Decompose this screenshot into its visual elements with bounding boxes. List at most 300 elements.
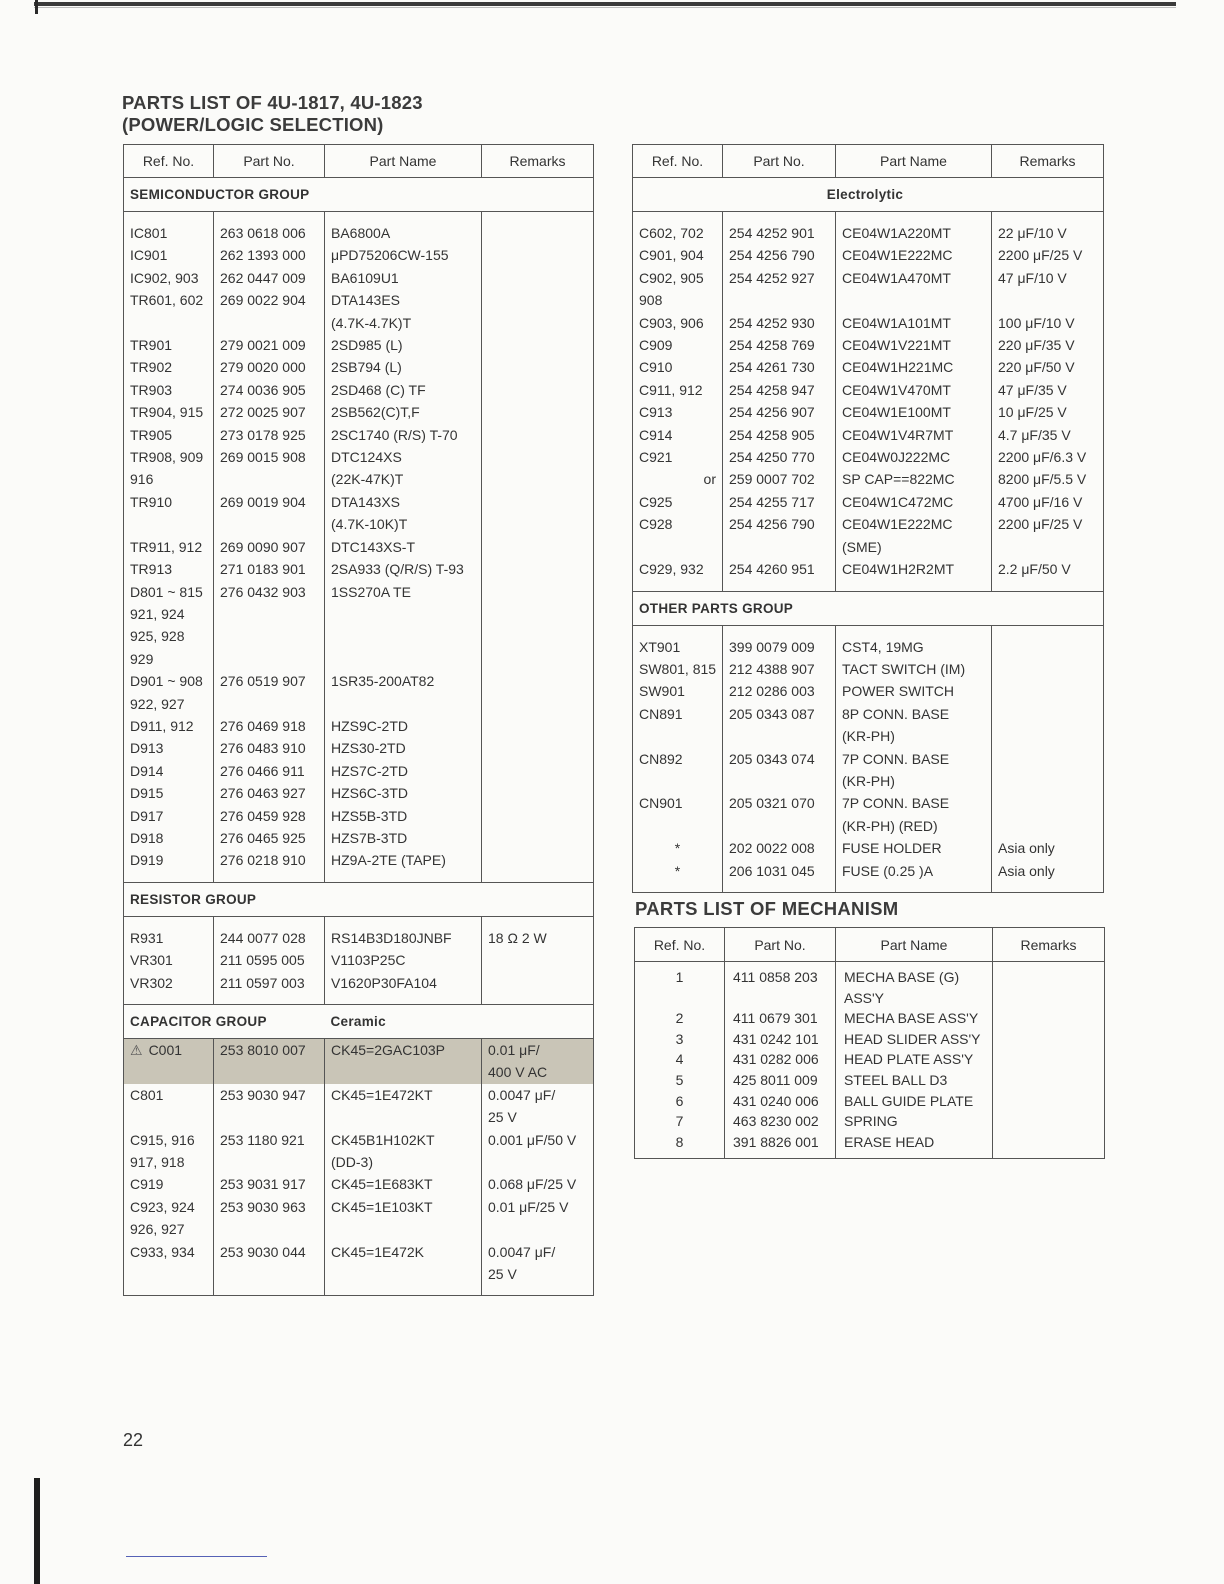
table-row: [124, 491, 594, 513]
table-row: [635, 967, 1105, 988]
part-name-cell: CE04W1V4R7MT: [836, 424, 992, 446]
ref-no-cell: C903, 906: [633, 312, 723, 334]
ref-no-cell: 2: [635, 1008, 725, 1029]
remarks-cell: [993, 1132, 1105, 1153]
table-row: [635, 988, 1105, 1009]
remarks-cell: [992, 658, 1104, 680]
remarks-cell: [482, 949, 594, 971]
ref-no-cell: CN891: [633, 703, 723, 725]
part-name-cell: CST4, 19MG: [836, 636, 992, 658]
part-name-cell: DTC143XS-T: [325, 536, 482, 558]
part-no-cell: 276 0432 903: [214, 581, 325, 603]
part-no-cell: 254 4255 717: [723, 491, 836, 513]
table-row: [124, 805, 594, 827]
part-name-cell: SP CAP==822MC: [836, 468, 992, 490]
table-row: [124, 1084, 594, 1106]
ref-no-cell: [124, 1039, 214, 1062]
table-row: [633, 267, 1104, 289]
remarks-cell: [992, 815, 1104, 837]
remarks-cell: [482, 401, 594, 423]
part-name-cell: HZS6C-3TD: [325, 782, 482, 804]
remarks-cell: [993, 1070, 1105, 1091]
part-no-cell: 269 0015 908: [214, 446, 325, 468]
part-no-cell: 254 4258 769: [723, 334, 836, 356]
group-header-electrolytic: [633, 178, 1104, 212]
table-row: [635, 1111, 1105, 1132]
part-no-cell: 254 4252 930: [723, 312, 836, 334]
remarks-cell: 47 μF/10 V: [992, 267, 1104, 289]
part-name-cell: [325, 1263, 482, 1285]
remarks-cell: [482, 849, 594, 871]
part-no-cell: 276 0469 918: [214, 715, 325, 737]
part-name-cell: DTA143ES: [325, 289, 482, 311]
ref-no-cell: C919: [124, 1173, 214, 1195]
remarks-cell: [482, 468, 594, 490]
table-row: [124, 949, 594, 971]
remarks-cell: [482, 693, 594, 715]
ref-no-cell: TR908, 909: [124, 446, 214, 468]
ref-no-cell: SW901: [633, 680, 723, 702]
ref-no-cell: C915, 916: [124, 1129, 214, 1151]
group-title: SEMICONDUCTOR GROUP: [124, 178, 594, 212]
remarks-cell: [482, 1151, 594, 1173]
col-part-no: Part No.: [723, 145, 836, 178]
spacer-row: [124, 872, 594, 883]
table-row: [124, 334, 594, 356]
page-title-line1: PARTS LIST OF 4U-1817, 4U-1823: [122, 92, 423, 113]
table-row: [124, 536, 594, 558]
remarks-cell: [992, 770, 1104, 792]
part-no-cell: 253 9030 947: [214, 1084, 325, 1106]
ref-no-cell: [633, 770, 723, 792]
remarks-cell: [993, 1111, 1105, 1132]
part-name-cell: HZ9A-2TE (TAPE): [325, 849, 482, 871]
table-row: [633, 636, 1104, 658]
table-row: [124, 581, 594, 603]
part-no-cell: 431 0282 006: [725, 1049, 836, 1070]
remarks-cell: [993, 1091, 1105, 1112]
part-no-cell: 253 9031 917: [214, 1173, 325, 1195]
table-row: [124, 1039, 594, 1062]
part-name-cell: CK45=1E472KT: [325, 1084, 482, 1106]
table-row: [124, 1196, 594, 1218]
table-row: [635, 1029, 1105, 1050]
remarks-cell: [482, 446, 594, 468]
ref-no-cell: 917, 918: [124, 1151, 214, 1173]
remarks-cell: [993, 1008, 1105, 1029]
part-no-cell: 272 0025 907: [214, 401, 325, 423]
part-no-cell: 431 0242 101: [725, 1029, 836, 1050]
table-row: [124, 737, 594, 759]
part-no-cell: 269 0022 904: [214, 289, 325, 311]
part-no-cell: 262 0447 009: [214, 267, 325, 289]
ref-no-cell: D914: [124, 760, 214, 782]
safety-warning-icon: ⚠: [130, 1042, 143, 1058]
part-name-cell: ASS'Y: [836, 988, 993, 1009]
part-no-cell: [214, 693, 325, 715]
ref-no-cell: 1: [635, 967, 725, 988]
part-no-cell: 274 0036 905: [214, 379, 325, 401]
part-no-cell: 425 8011 009: [725, 1070, 836, 1091]
table-header-row: [633, 145, 1104, 178]
table-row: [633, 860, 1104, 882]
ref-no-cell: IC801: [124, 222, 214, 244]
part-name-cell: CK45B1H102KT: [325, 1129, 482, 1151]
part-name-cell: (4.7K-10K)T: [325, 513, 482, 535]
table-row: [124, 1263, 594, 1285]
table-row: [633, 289, 1104, 311]
part-name-cell: CE04W1E222MC: [836, 244, 992, 266]
part-name-cell: CE04W1H221MC: [836, 356, 992, 378]
remarks-cell: 10 μF/25 V: [992, 401, 1104, 423]
ref-no-cell: TR913: [124, 558, 214, 580]
part-name-cell: 2SA933 (Q/R/S) T-93: [325, 558, 482, 580]
part-name-cell: HZS9C-2TD: [325, 715, 482, 737]
remarks-cell: [992, 536, 1104, 558]
table-row: [633, 424, 1104, 446]
part-no-cell: 254 4260 951: [723, 558, 836, 580]
table-row: [633, 680, 1104, 702]
bottom-underline: [126, 1556, 267, 1557]
table-row: [124, 401, 594, 423]
ref-no-cell: TR902: [124, 356, 214, 378]
part-name-cell: [325, 603, 482, 625]
ref-no-cell: 3: [635, 1029, 725, 1050]
group-title: Electrolytic: [633, 178, 1104, 212]
ref-no-cell: 908: [633, 289, 723, 311]
table-row: [124, 1173, 594, 1195]
ref-no-cell: IC901: [124, 244, 214, 266]
group-header-capacitor: [124, 1005, 594, 1039]
remarks-cell: 22 μF/10 V: [992, 222, 1104, 244]
part-no-cell: 205 0343 087: [723, 703, 836, 725]
table-row: [633, 491, 1104, 513]
part-no-cell: 276 0483 910: [214, 737, 325, 759]
part-name-cell: CK45=1E472K: [325, 1241, 482, 1263]
table-row: [124, 222, 594, 244]
part-name-cell: V1620P30FA104: [325, 972, 482, 994]
table-row: [633, 334, 1104, 356]
ref-no-cell: C902, 905: [633, 267, 723, 289]
ref-no-cell: 929: [124, 648, 214, 670]
part-name-cell: MECHA BASE ASS'Y: [836, 1008, 993, 1029]
table-header-row: [124, 145, 594, 178]
remarks-cell: [482, 760, 594, 782]
remarks-cell: [992, 748, 1104, 770]
table-row: [124, 1241, 594, 1263]
ref-no-cell: 922, 927: [124, 693, 214, 715]
ref-no-cell: D917: [124, 805, 214, 827]
ref-no-cell: C911, 912: [633, 379, 723, 401]
right-parts-table: [632, 144, 1104, 893]
part-no-cell: 279 0021 009: [214, 334, 325, 356]
ref-no-cell: SW801, 815: [633, 658, 723, 680]
part-no-cell: [214, 1061, 325, 1083]
part-no-cell: 211 0595 005: [214, 949, 325, 971]
table-row: [124, 782, 594, 804]
part-name-cell: 7P CONN. BASE: [836, 748, 992, 770]
table-row: [633, 446, 1104, 468]
part-name-cell: (DD-3): [325, 1151, 482, 1173]
ref-no-cell: [124, 312, 214, 334]
part-no-cell: 269 0019 904: [214, 491, 325, 513]
part-name-cell: HEAD PLATE ASS'Y: [836, 1049, 993, 1070]
remarks-cell: 4.7 μF/35 V: [992, 424, 1104, 446]
ref-no-cell: *: [633, 837, 723, 859]
part-no-cell: 212 4388 907: [723, 658, 836, 680]
table-row: [633, 312, 1104, 334]
remarks-cell: 0.068 μF/25 V: [482, 1173, 594, 1195]
table-row: [633, 837, 1104, 859]
remarks-cell: 2.2 μF/50 V: [992, 558, 1104, 580]
ref-no-cell: 4: [635, 1049, 725, 1070]
part-name-cell: [325, 1106, 482, 1128]
remarks-cell: [482, 289, 594, 311]
part-name-cell: [325, 693, 482, 715]
part-no-cell: 254 4252 927: [723, 267, 836, 289]
spacer-row: [633, 581, 1104, 592]
table-row: [124, 603, 594, 625]
part-name-cell: POWER SWITCH: [836, 680, 992, 702]
part-name-cell: CE04W1A101MT: [836, 312, 992, 334]
part-no-cell: 276 0519 907: [214, 670, 325, 692]
ref-no-cell: D801 ~ 815: [124, 581, 214, 603]
part-no-cell: 271 0183 901: [214, 558, 325, 580]
part-name-cell: DTC124XS: [325, 446, 482, 468]
part-name-cell: MECHA BASE (G): [836, 967, 993, 988]
part-no-cell: 273 0178 925: [214, 424, 325, 446]
col-ref-no: Ref. No.: [633, 145, 723, 178]
part-name-cell: CE04W1E100MT: [836, 401, 992, 423]
part-no-cell: 254 4261 730: [723, 356, 836, 378]
ref-no-cell: or: [633, 468, 723, 490]
ref-no-cell: TR901: [124, 334, 214, 356]
part-no-cell: 276 0218 910: [214, 849, 325, 871]
table-row: [124, 1151, 594, 1173]
top-rule-faint: [34, 7, 1176, 8]
col-remarks: Remarks: [482, 145, 594, 178]
table-row: [633, 725, 1104, 747]
group-title: RESISTOR GROUP: [124, 882, 594, 916]
col-part-name: Part Name: [325, 145, 482, 178]
part-no-cell: 431 0240 006: [725, 1091, 836, 1112]
remarks-cell: [992, 725, 1104, 747]
part-no-cell: 391 8826 001: [725, 1132, 836, 1153]
ref-no-cell: [635, 988, 725, 1009]
remarks-cell: [482, 782, 594, 804]
part-name-cell: (KR-PH) (RED): [836, 815, 992, 837]
part-no-cell: 411 0679 301: [725, 1008, 836, 1029]
remarks-cell: 2200 μF/6.3 V: [992, 446, 1104, 468]
remarks-cell: 8200 μF/5.5 V: [992, 468, 1104, 490]
part-name-cell: CE04W1A470MT: [836, 267, 992, 289]
remarks-cell: [482, 805, 594, 827]
part-name-cell: CE04W1H2R2MT: [836, 558, 992, 580]
part-no-cell: 205 0343 074: [723, 748, 836, 770]
col-part-name: Part Name: [836, 928, 993, 962]
table-row: [633, 468, 1104, 490]
part-name-cell: CE04W1A220MT: [836, 222, 992, 244]
table-row: [124, 379, 594, 401]
ref-no-cell: TR904, 915: [124, 401, 214, 423]
remarks-cell: [482, 356, 594, 378]
part-no-cell: 212 0286 003: [723, 680, 836, 702]
table-row: [124, 760, 594, 782]
part-no-cell: 211 0597 003: [214, 972, 325, 994]
part-name-cell: HEAD SLIDER ASS'Y: [836, 1029, 993, 1050]
part-name-cell: V1103P25C: [325, 949, 482, 971]
col-ref-no: Ref. No.: [635, 928, 725, 962]
ref-no-cell: [124, 1106, 214, 1128]
part-no-cell: 276 0466 911: [214, 760, 325, 782]
ref-no-cell: [124, 513, 214, 535]
part-name-cell: DTA143XS: [325, 491, 482, 513]
spacer-row: [124, 916, 594, 927]
remarks-cell: [992, 680, 1104, 702]
remarks-cell: 25 V: [482, 1106, 594, 1128]
remarks-cell: 0.0047 μF/: [482, 1241, 594, 1263]
remarks-cell: [993, 967, 1105, 988]
mechanism-parts-table: [634, 927, 1105, 1159]
spacer-row: [124, 212, 594, 223]
ref-no-cell: IC902, 903: [124, 267, 214, 289]
ref-no-cell: CN892: [633, 748, 723, 770]
ref-no-cell: C801: [124, 1084, 214, 1106]
table-row: [633, 658, 1104, 680]
ref-no-cell: XT901: [633, 636, 723, 658]
table-row: [124, 849, 594, 871]
mechanism-title: PARTS LIST OF MECHANISM: [635, 898, 899, 919]
ref-no-cell: TR911, 912: [124, 536, 214, 558]
col-part-no: Part No.: [214, 145, 325, 178]
ref-no-cell: D901 ~ 908: [124, 670, 214, 692]
remarks-cell: [482, 972, 594, 994]
part-no-cell: 463 8230 002: [725, 1111, 836, 1132]
part-name-cell: (KR-PH): [836, 770, 992, 792]
part-name-cell: HZS7C-2TD: [325, 760, 482, 782]
ref-no-cell: C901, 904: [633, 244, 723, 266]
part-no-cell: 254 4258 905: [723, 424, 836, 446]
part-no-cell: 411 0858 203: [725, 967, 836, 988]
part-no-cell: 253 9030 044: [214, 1241, 325, 1263]
part-name-cell: SPRING: [836, 1111, 993, 1132]
part-name-cell: 7P CONN. BASE: [836, 792, 992, 814]
remarks-cell: [992, 792, 1104, 814]
part-name-cell: (SME): [836, 536, 992, 558]
group-subtitle: Ceramic: [325, 1005, 594, 1039]
table-row: [633, 513, 1104, 535]
part-no-cell: 254 4250 770: [723, 446, 836, 468]
table-row: [124, 693, 594, 715]
table-row: [124, 468, 594, 490]
part-name-cell: 2SC1740 (R/S) T-70: [325, 424, 482, 446]
part-name-cell: HZS5B-3TD: [325, 805, 482, 827]
part-name-cell: [325, 648, 482, 670]
table-row: [124, 625, 594, 647]
table-row: [635, 1070, 1105, 1091]
ref-no-cell: R931: [124, 927, 214, 949]
spacer-row: [633, 625, 1104, 636]
part-no-cell: 254 4258 947: [723, 379, 836, 401]
remarks-cell: [482, 491, 594, 513]
remarks-cell: [482, 312, 594, 334]
part-name-cell: BA6800A: [325, 222, 482, 244]
ref-no-cell: D919: [124, 849, 214, 871]
remarks-cell: 0.0047 μF/: [482, 1084, 594, 1106]
table-row: [633, 222, 1104, 244]
part-no-cell: [214, 1106, 325, 1128]
ref-no-cell: 921, 924: [124, 603, 214, 625]
remarks-cell: 220 μF/35 V: [992, 334, 1104, 356]
part-name-cell: CE04W1V470MT: [836, 379, 992, 401]
remarks-cell: [482, 670, 594, 692]
group-header-other-parts: [633, 591, 1104, 625]
ref-no-cell: VR301: [124, 949, 214, 971]
remarks-cell: [482, 558, 594, 580]
top-rule: [34, 2, 1176, 6]
part-name-cell: CK45=1E683KT: [325, 1173, 482, 1195]
remarks-cell: [482, 513, 594, 535]
ref-no-cell: C913: [633, 401, 723, 423]
ref-no-cell: 916: [124, 468, 214, 490]
part-name-cell: CK45=2GAC103P: [325, 1039, 482, 1062]
table-row: [633, 703, 1104, 725]
spacer-row: [633, 212, 1104, 223]
table-row: [633, 558, 1104, 580]
table-row: [124, 267, 594, 289]
part-name-cell: (4.7K-4.7K)T: [325, 312, 482, 334]
table-row: [124, 648, 594, 670]
remarks-cell: [482, 379, 594, 401]
spacer-row: [124, 1285, 594, 1296]
ref-no-text: C001: [148, 1042, 183, 1058]
remarks-cell: [993, 1029, 1105, 1050]
remarks-cell: [482, 536, 594, 558]
part-no-cell: 253 9030 963: [214, 1196, 325, 1218]
part-no-cell: [214, 625, 325, 647]
page-title-line2: (POWER/LOGIC SELECTION): [122, 114, 384, 135]
part-no-cell: 399 0079 009: [723, 636, 836, 658]
part-name-cell: [325, 1218, 482, 1240]
remarks-cell: [482, 424, 594, 446]
part-no-cell: [723, 815, 836, 837]
ref-no-cell: C923, 924: [124, 1196, 214, 1218]
part-no-cell: 206 1031 045: [723, 860, 836, 882]
part-no-cell: 254 4256 907: [723, 401, 836, 423]
table-row: [124, 424, 594, 446]
part-no-cell: 205 0321 070: [723, 792, 836, 814]
ref-no-cell: D918: [124, 827, 214, 849]
part-no-cell: 254 4252 901: [723, 222, 836, 244]
part-name-cell: FUSE (0.25 )A: [836, 860, 992, 882]
remarks-cell: 47 μF/35 V: [992, 379, 1104, 401]
table-row: [124, 513, 594, 535]
part-name-cell: ERASE HEAD: [836, 1132, 993, 1153]
remarks-cell: [482, 222, 594, 244]
part-name-cell: [325, 625, 482, 647]
part-no-cell: [214, 648, 325, 670]
remarks-cell: 0.01 μF/25 V: [482, 1196, 594, 1218]
remarks-cell: 2200 μF/25 V: [992, 513, 1104, 535]
part-no-cell: 254 4256 790: [723, 244, 836, 266]
part-name-cell: CE04W1C472MC: [836, 491, 992, 513]
table-row: [633, 379, 1104, 401]
remarks-cell: 400 V AC: [482, 1061, 594, 1083]
part-name-cell: [836, 289, 992, 311]
part-no-cell: 279 0020 000: [214, 356, 325, 378]
table-row: [635, 1049, 1105, 1070]
table-row: [124, 927, 594, 949]
